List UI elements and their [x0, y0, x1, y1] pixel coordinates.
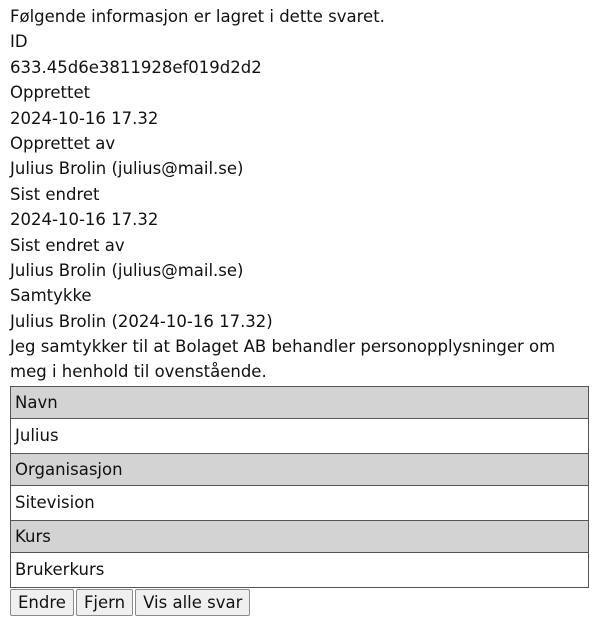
field-value-course: Brukerkurs — [11, 552, 589, 587]
show-all-responses-button[interactable]: Vis alle svar — [135, 589, 250, 616]
consent-text: Jeg samtykker til at Bolaget AB behandler personopplysninger om meg i henhold til ovenstående. — [10, 337, 556, 382]
last-modified-by-value: Julius Brolin (julius@mail.se) — [10, 260, 244, 280]
created-by-label: Opprettet av — [10, 133, 116, 153]
field-label-row — [11, 386, 589, 418]
field-label-course: Kurs — [11, 520, 589, 552]
field-value-organization: Sitevision — [11, 485, 589, 520]
created-label: Opprettet — [10, 83, 91, 103]
field-value-row — [11, 485, 589, 520]
field-label-organization: Organisasjon — [11, 453, 589, 485]
created-by-value: Julius Brolin (julius@mail.se) — [10, 159, 244, 179]
remove-button[interactable]: Fjern — [76, 589, 133, 616]
field-value-row — [11, 552, 589, 587]
last-modified-label: Sist endret — [10, 184, 100, 204]
consent-value: Julius Brolin (2024-10-16 17.32) — [10, 311, 273, 331]
action-buttons — [10, 589, 589, 616]
created-value: 2024-10-16 17.32 — [10, 108, 159, 128]
field-label-name: Navn — [11, 386, 589, 418]
field-value-name: Julius — [11, 418, 589, 453]
answers-table — [10, 386, 589, 588]
edit-button[interactable]: Endre — [10, 589, 74, 616]
id-value: 633.45d6e3811928ef019d2d2 — [10, 57, 262, 77]
last-modified-by-label: Sist endret av — [10, 235, 125, 255]
field-label-row — [11, 453, 589, 485]
last-modified-value: 2024-10-16 17.32 — [10, 210, 159, 230]
field-label-row — [11, 520, 589, 552]
consent-label: Samtykke — [10, 286, 92, 306]
field-value-row — [11, 418, 589, 453]
intro-text: Følgende informasjon er lagret i dette svaret. — [10, 7, 385, 26]
id-label: ID — [10, 32, 28, 52]
